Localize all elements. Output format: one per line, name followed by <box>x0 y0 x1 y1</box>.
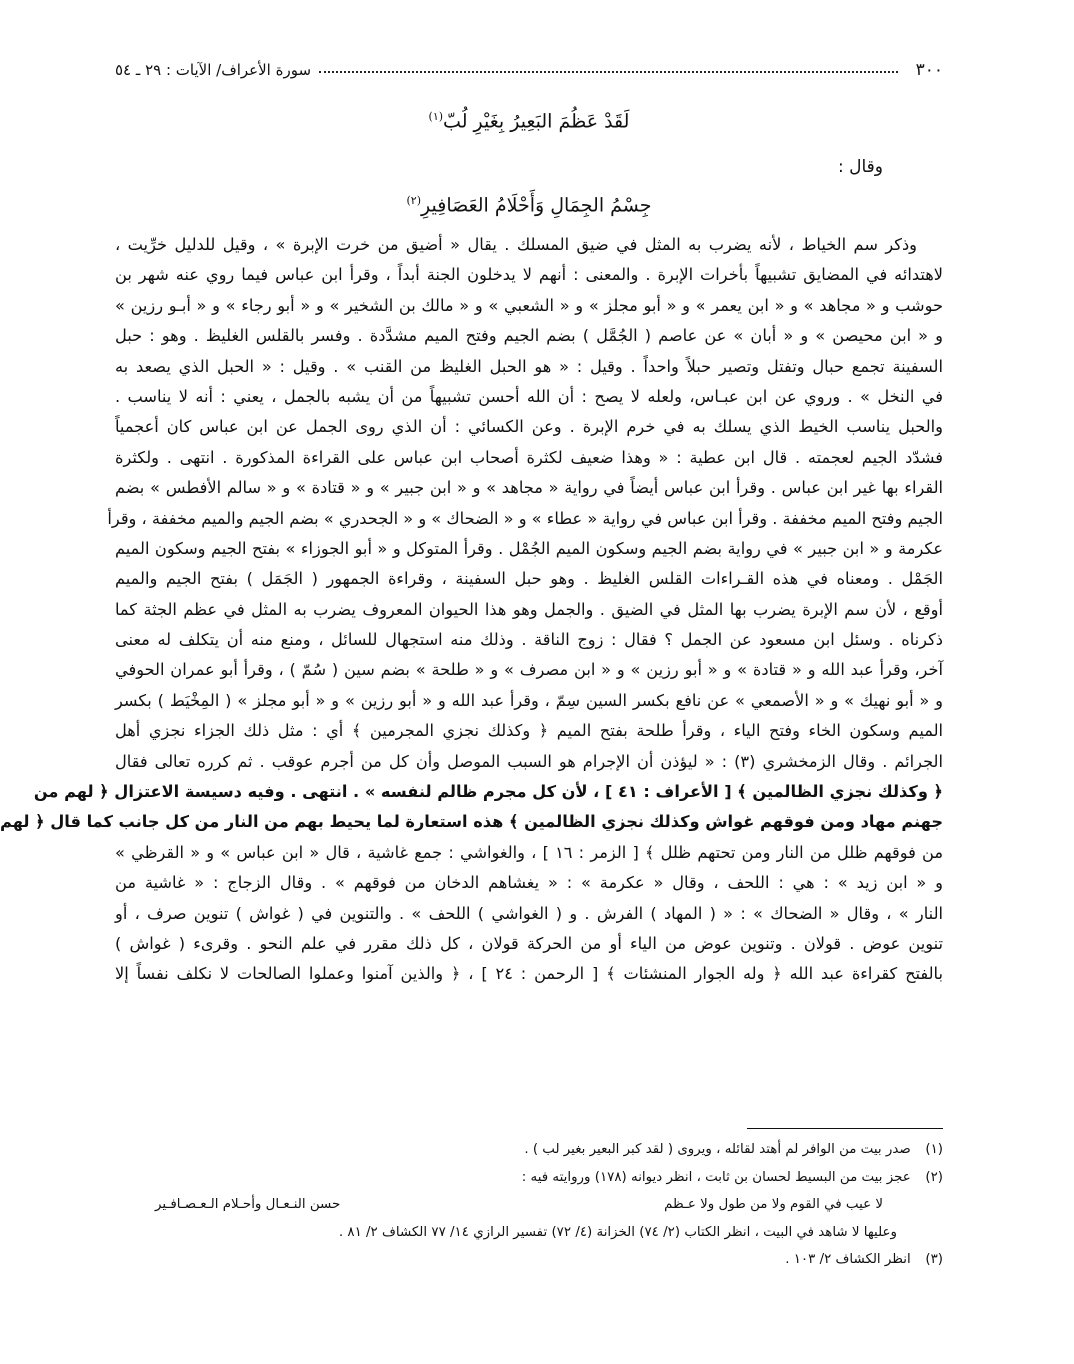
footnote-2-number: (٢) <box>925 1169 943 1185</box>
body-line: السفينة تجمع حبال وتفتل وتصير حبلاً واحداً . وقيل : « هو الحبل الغليظ من القنب » . وقيل : « الحبل الذي يصعد به <box>115 356 943 376</box>
footnote-1-number: (١) <box>925 1142 943 1157</box>
body-line: والحبل يناسب الخيط الذي يسلك به في خرم الإبرة . وعن الكسائي : أن الذي روى الجمل عن ابن عباس كان أعجمياً <box>115 417 943 437</box>
poem-verse-2-text: جِسْمُ الجِمَالِ وَأَحْلَامُ العَصَافِيرِ <box>421 194 652 217</box>
verse-block-2 <box>115 186 943 220</box>
poem-second-hemistich: حسن النـعـال وأحـلام الـعـصـافـير <box>155 1197 341 1212</box>
footnote-separator <box>747 1128 943 1129</box>
body-line: ذكرناه . وسئل ابن مسعود عن الجمل ؟ فقال : زوج الناقة . وذلك منه استجهال للسائل ، ومنع منه أن يتكلف له معنى <box>115 630 943 650</box>
footnote-1 <box>115 1136 943 1164</box>
body-line: الميم وسكون الخاء وفتح الياء ، وقرأ طلحة بفتح الميم ﴿ وكذلك نجزي المجرمين ﴾ أي : مثل ذلك الجزاء نجزي أهل <box>115 721 943 741</box>
body-line: القراء بها غير ابن عباس . وقرأ ابن عباس أيضاً في رواية « مجاهد » و « ابن جبير » و « قتادة » و « سالم الأفطس » بضم <box>115 478 943 498</box>
body-line: عكرمة و « ابن جبير » في رواية بضم الجيم وسكون الميم الجُمْل . وقرأ المتوكل و « أبو الجوزاء » بفتح الجيم وسكون الميم <box>115 538 943 558</box>
verse-block-1 <box>115 102 943 136</box>
footnote-2-continuation: وعليها لا شاهد في البيت ، انظر الكتاب (٢/ ٧٤) الخزانة (٤/ ٧٢) تفسير الرازي ١٤/ ٧٧ الكشاف ٢/ ٨١ . <box>338 1224 897 1240</box>
body-line: آخر، وقرأ عبد الله و « قتادة » و « أبو رزين » و « ابن مصرف » و « طلحة » بضم سين ( سُمّ ) ، وقرأ أبو عمران الحوفي <box>115 660 943 680</box>
body-line: و « ابن محيصن » و « أبان » عن عاصم ( الجُمَّل ) بضم الجيم وفتح الميم مشدَّدة . وفسر بالقلس الغليظ . وهو : حبل <box>115 326 943 346</box>
body-line: جهنم مهاد ومن فوقهم غواش وكذلك نجزي الظالمين ﴾ هذه استعارة لما يحيط بهم من النار من كل جانب كما قال ﴿ لهم <box>0 812 943 832</box>
running-title: سورة الأعراف/ الآيات : ٢٩ ـ ٥٤ <box>115 61 312 79</box>
footnote-3-number: (٣) <box>925 1252 943 1267</box>
footnote-ref-2: (٢) <box>406 194 422 207</box>
footnote-3-text: انظر الكشاف ٢/ ١٠٣ . <box>785 1252 911 1267</box>
body-line: حوشب و « مجاهد » و « ابن يعمر » و « أبو مجلز » و « الشعبي » و « مالك بن الشخير » و « أبو رجاء » و « أبـو رزين » <box>115 295 943 315</box>
body-line: تنوين عوض . قولان . وتنوين عوض من الياء أو من الحركة قولان ، كل ذلك مقرر في علم النحو . وقرىء ( غواش ) <box>115 933 943 953</box>
intro-block <box>115 152 943 182</box>
footnote-2 <box>115 1164 943 1192</box>
intro-text: وقال : <box>838 157 883 177</box>
footnote-2-text: عجز بيت من البسيط لحسان بن ثابت ، انظر ديوانه (١٧٨) وروايته فيه : <box>521 1169 911 1185</box>
body-line: بالفتح كقراءة عبد الله ﴿ وله الجوار المنشئات ﴾ [ الرحمن : ٢٤ ] ، ﴿ والذين آمنوا وعملوا الصالحات لا نكلف نفساً إلا <box>115 964 943 984</box>
poem-first-hemistich: لا عيب في القوم ولا من طول ولا عـظم <box>664 1197 883 1212</box>
body-line: و « ابن زيد » : هي : اللحف ، وقال « عكرمة » : « يغشاهم الدخان من فوقهم » . وقال الزجاج : « غاشية من <box>115 873 943 893</box>
body-line: وذكر سم الخياط ، لأنه يضرب به المثل في ضيق المسلك . يقال « أضيق من خرت الإبرة » ، وقيل للدليل خرِّيت ، <box>115 235 917 254</box>
body-line: الجَمْل . ومعناه في هذه القـراءات القلس الغليظ . وهو حبل السفينة ، وقراءة الجمهور ( الجَمَل ) بفتح الجيم والميم <box>115 569 943 589</box>
footnotes <box>115 1136 943 1274</box>
page-header <box>115 58 943 82</box>
body-line: ﴿ وكذلك نجزي الظالمين ﴾ [ الأعراف : ٤١ ] ، لأن كل مجرم ظالم لنفسه » . انتهى . وفيه دسيسة الاعتزال ﴿ لهم من <box>33 782 943 802</box>
book-page <box>0 56 943 1356</box>
page-number: ٣٠٠ <box>915 60 943 80</box>
footnote-1-text: صدر بيت من الوافر لم أهتد لقائله ، ويروى ( لقد كبر البعير بغير لب ) . <box>524 1142 911 1157</box>
body-line: من فوقهم ظلل من النار ومن تحتهم ظلل ﴾ [ الزمر : ١٦ ] ، والغواشي : جمع غاشية ، قال « ابن عباس » و « القرظي » <box>115 842 943 862</box>
poem-verse-2 <box>115 186 943 220</box>
footnote-ref-1: (١) <box>428 110 444 123</box>
poem-verse-1-text: لَقَدْ عَظُمَ البَعِيرُ بِغَيْرِ لُبّ <box>443 110 630 133</box>
footnote-2-poem <box>115 1191 943 1219</box>
body-line: في النخل » . وروي عن ابن عبـاس، ولعله لا يصح : أن الله أحسن تشبيهاً من أن يشبه بالجمل ، يعني : أنه لا يناسب . <box>115 386 943 406</box>
body-line: النار » ، وقال « الضحاك » : « ( المهاد ) الفرش . و ( الغواشي ) اللحف » . والتنوين في ( غواش ) تنوين صرف ، أو <box>115 903 943 923</box>
body-line: فشدّد الجيم لعجمته . قال ابن عطية : « وهذا ضعيف لكثرة أصحاب ابن عباس على القراءة المذكورة . انتهى . ولكثرة <box>115 447 943 467</box>
footnote-3 <box>115 1246 943 1274</box>
body-line: لاهتدائه في المضايق تشبيهاً بأخرات الإبرة . والمعنى : أنهم لا يدخلون الجنة أبداً ، وقرأ ابن عباس فيما روي عنه شهر بن <box>115 265 943 285</box>
body-line: و « أبو نهيك » و « الأصمعي » عن نافع بكسر السين سِمّ ، وقرأ عبد الله و « أبو رزين » و « أبو مجلز » ( المِخْيَط ) بكسر <box>115 690 943 710</box>
body-text <box>0 230 943 990</box>
poem-verse-1 <box>115 102 943 136</box>
header-dotted-leader <box>319 71 898 73</box>
body-line: الجيم وفتح الميم مخففة . وقرأ ابن عباس في رواية « عطاء » و « الضحاك » و « الجحدري » بضم الجيم والميم مخففة ، وقرأ <box>107 508 943 528</box>
body-line: الجرائم . وقال الزمخشري (٣) : « ليؤذن أن الإجرام هو السبب الموصل وأن كل من أجرم عوقب . ثم كرره تعالى فقال <box>115 751 943 771</box>
body-line: أوقع ، لأن سم الإبرة يضرب بها المثل في الضيق . والجمل وهو هذا الحيوان المعروف يضرب به المثل في عظم الجثة كما <box>115 599 943 619</box>
